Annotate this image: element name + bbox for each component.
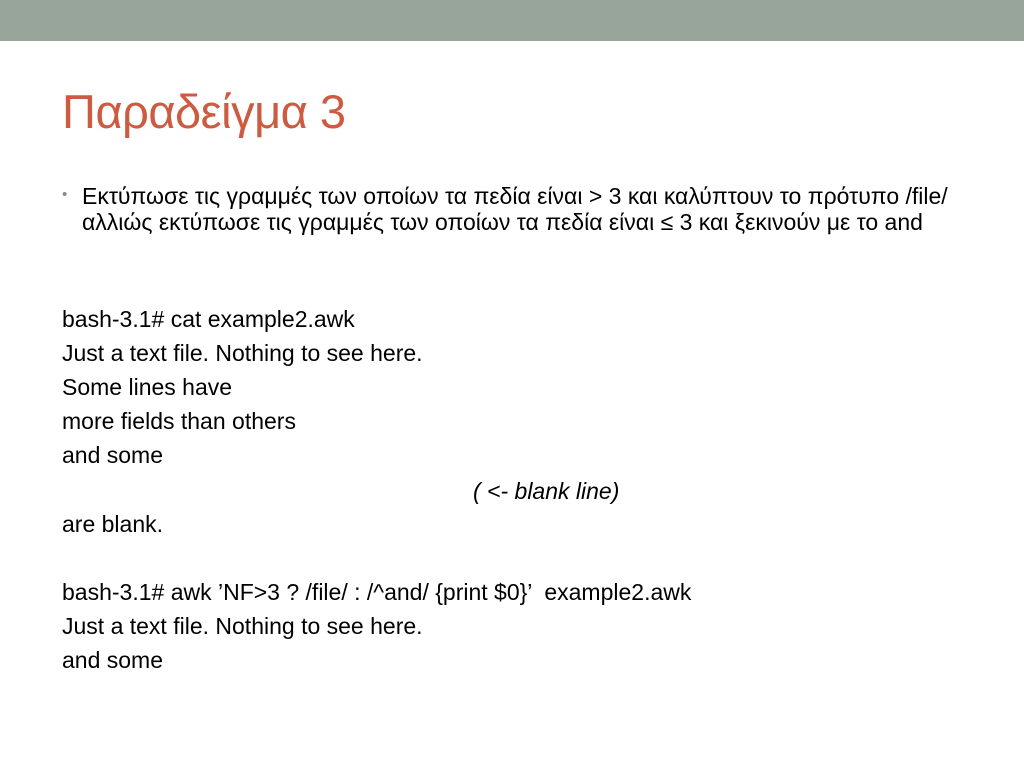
- output-line: Some lines have: [62, 374, 233, 400]
- bullet-dot-icon: •: [62, 186, 68, 203]
- bullet-item: [62, 183, 962, 235]
- output-line: Just a text file. Nothing to see here.: [62, 613, 423, 639]
- output-line: are blank.: [62, 511, 164, 537]
- output-line: more fields than others: [62, 408, 296, 434]
- slide-title: Παραδείγμα 3: [62, 85, 346, 138]
- blank-line-annotation: ( <- blank line): [473, 478, 620, 504]
- bullet-text: Εκτύπωσε τις γραμμές των οποίων τα πεδία είναι > 3 και καλύπτουν το πρότυπο /file/ αλλιώς εκτύπωσε τις γραμμές των οποίων τα πεδία είναι ≤ 3 και ξεκινούν με το and: [82, 183, 948, 235]
- output-line: and some: [62, 442, 164, 468]
- output-line: and some: [62, 647, 164, 673]
- top-decorative-band: [0, 0, 1024, 41]
- command-line-awk: bash-3.1# awk ’NF>3 ? /file/ : /^and/ {print $0}’ example2.awk: [62, 579, 692, 605]
- output-line: Just a text file. Nothing to see here.: [62, 340, 423, 366]
- command-line-cat: bash-3.1# cat example2.awk: [62, 306, 355, 332]
